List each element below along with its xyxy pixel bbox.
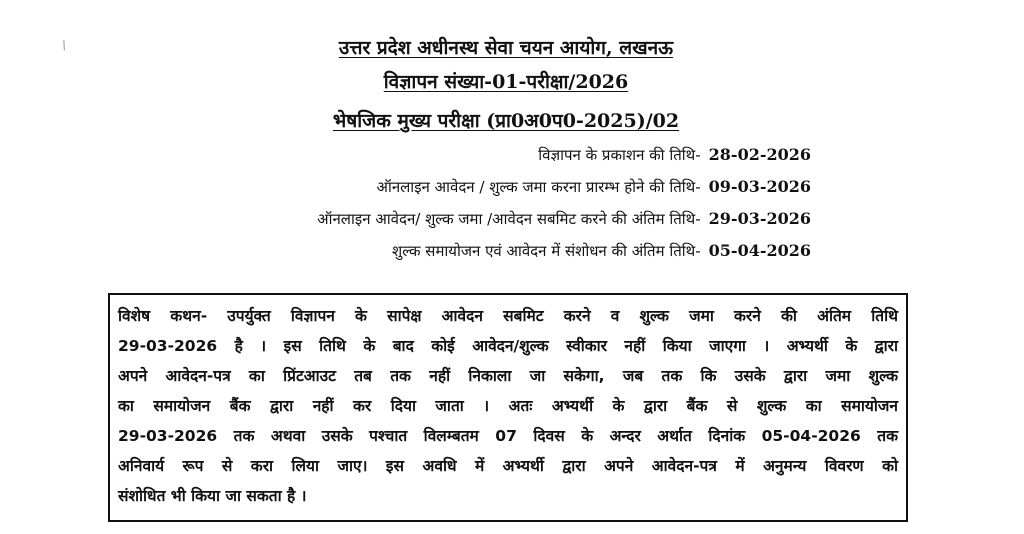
exam-title: भेषजिक मुख्य परीक्षा (प्रा0अ0प0-2025)/02 — [332, 110, 680, 132]
date-label: ऑनलाइन आवेदन / शुल्क जमा करना प्रारम्भ होने की तिथि- — [376, 178, 701, 196]
date-value: 29-03-2026 — [708, 209, 811, 228]
notice-line: संशोधित भी किया जा सकता है । — [118, 487, 307, 505]
date-row-application-deadline — [317, 209, 811, 229]
date-row-application-start — [376, 177, 811, 197]
commission-title: उत्तर प्रदेश अधीनस्थ सेवा चयन आयोग, लखनऊ — [338, 37, 674, 59]
date-value: 09-03-2026 — [708, 177, 811, 196]
date-value: 05-04-2026 — [708, 241, 811, 260]
advertisement-number: विज्ञापन संख्या-01-परीक्षा/2026 — [383, 71, 629, 93]
special-notice-box — [108, 293, 908, 522]
notice-line: 29-03-2026 है । इस तिथि के बाद कोई आवेदन/शुल्क स्वीकार नहीं किया जाएगा । अभ्यर्थी के द्वारा — [118, 337, 898, 355]
date-row-publication — [538, 145, 811, 165]
notice-line: अनिवार्य रूप से करा लिया जाए। इस अवधि में अभ्यर्थी द्वारा अपने आवेदन-पत्र में अनुमन्य विवरण को — [118, 457, 898, 475]
date-label: शुल्क समायोजन एवं आवेदन में संशोधन की अंतिम तिथि- — [392, 242, 701, 260]
date-row-fee-adjustment-deadline — [392, 241, 811, 261]
notice-line: विशेष कथन- उपर्युक्त विज्ञापन के सापेक्ष आवेदन सबमिट करने व शुल्क जमा करने की अंतिम तिथि — [118, 307, 898, 325]
date-label: विज्ञापन के प्रकाशन की तिथि- — [538, 146, 701, 164]
notice-line: अपने आवेदन-पत्र का प्रिंटआउट तब तक नहीं निकाला जा सकेगा, जब तक कि उसके द्वारा जमा शुल्क — [118, 367, 898, 385]
notice-line: का समायोजन बैंक द्वारा नहीं कर दिया जाता । अतः अभ्यर्थी के द्वारा बैंक से शुल्क का समायोजन — [118, 397, 898, 415]
notice-line: 29-03-2026 तक अथवा उसके पश्चात विलम्बतम 07 दिवस के अन्दर अर्थात दिनांक 05-04-2026 तक — [118, 427, 898, 445]
date-value: 28-02-2026 — [708, 145, 811, 164]
date-label: ऑनलाइन आवेदन/ शुल्क जमा /आवेदन सबमिट करने की अंतिम तिथि- — [317, 210, 701, 228]
pen-mark: ∕ — [59, 37, 69, 53]
